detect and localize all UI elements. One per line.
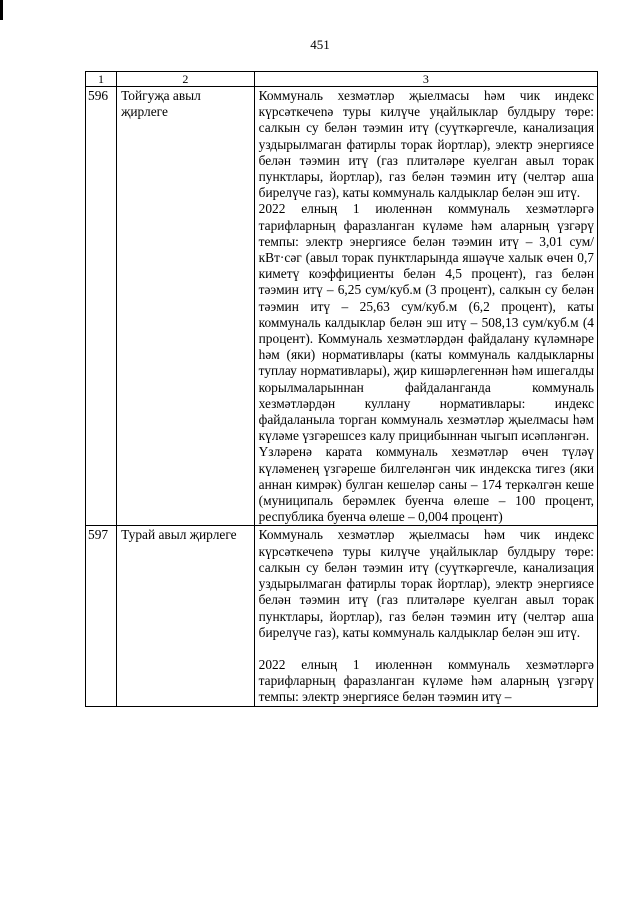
description-cell — [254, 526, 597, 706]
description-cell — [254, 87, 597, 526]
header-col-3: 3 — [254, 72, 597, 87]
page-number: 451 — [310, 37, 330, 52]
scan-edge-mark — [0, 0, 3, 20]
description-paragraph: Коммуналь хезмәтләр җыелмасы һәм чик индекс күрсәткечenә туры килүче уңайлыклар булдыру төре: салкын су белән тәэмин итү (суүткәргечле, канализация уздырылмаган фатирлы торак йортлар), электр энергиясе белән тәэмин итү (газ плитәләре куелган авыл торак пунктлары, йортлар), газ белән тәэмин итү (челтәр аша бирелүче газ), каты коммуналь калдыклар белән эш итү. — [258, 527, 594, 640]
blank-line — [259, 641, 594, 657]
table-row — [86, 87, 598, 526]
tariff-table — [85, 71, 598, 707]
row-number: 597 — [86, 526, 117, 706]
row-number: 596 — [86, 87, 117, 526]
settlement-name: Турай авыл җирлеге — [117, 526, 255, 706]
table-header-row — [86, 72, 598, 87]
table-row — [86, 526, 598, 706]
header-col-2: 2 — [117, 72, 255, 87]
description-paragraph: 2022 елның 1 июленнән коммуналь хезмәтләргә тарифларның фаразланган күләме һәм аларның үзгәрү темпы: электр энергиясе белән тәэмин итү – 3,01 сум/кВт·сәг (авыл торак пунктларында яшәүче халык өчен 0,7 киметү коэффициенты белән 4,5 процент), газ белән тәэмин итү – 6,25 сум/куб.м (3 процент), салкын су белән тәэмин итү – 25,63 сум/куб.м (6,2 процент), каты коммуналь калдыклар белән эш итү – 508,13 сум/куб.м (4 процент). Коммуналь хезмәтләрдән файдалану күләмнәре һәм (яки) нормативлары (каты коммуналь калдыкларны туплау нормативлары), җир кишәрлегеннән һәм ишегалды корылмаларыннан файдаланганда коммуналь хезмәтләрдән куллану нормативлары: индекс файдаланыла торган коммуналь хезмәтләр җыелмасы һәм күләме үзгәрешсез калу прицибыннан чыгып исәпләнгән. — [258, 201, 594, 444]
settlement-name: Тойгуҗа авыл җирлеге — [117, 87, 255, 526]
header-col-1: 1 — [86, 72, 117, 87]
description-paragraph: Коммуналь хезмәтләр җыелмасы һәм чик индекс күрсәткечenә туры килүче уңайлыклар булдыру төре: салкын су белән тәэмин итү (суүткәргечле, канализация уздырылмаган фатирлы торак йортлар), электр энергиясе белән тәэмин итү (газ плитәләре куелган авыл торак пунктлары, йортлар), газ белән тәэмин итү (челтәр аша бирелүче газ), каты коммуналь калдыклар белән эш итү. — [258, 88, 594, 201]
description-paragraph: Үзләренә карата коммуналь хезмәтләр өчен түләү күләменең үзгәреше билгеләнгән чик индекска тигез (яки аннан кимрәк) булган кешеләр саны – 174 теркәлгән кеше (муниципаль берәмлек буенча өлеше – 100 процент, республика буенча өлеше – 0,004 процент) — [258, 444, 594, 525]
description-paragraph: 2022 елның 1 июленнән коммуналь хезмәтләргә тарифларның фаразланган күләме һәм аларның үзгәрү темпы: электр энергиясе белән тәэмин итү – — [258, 656, 594, 705]
